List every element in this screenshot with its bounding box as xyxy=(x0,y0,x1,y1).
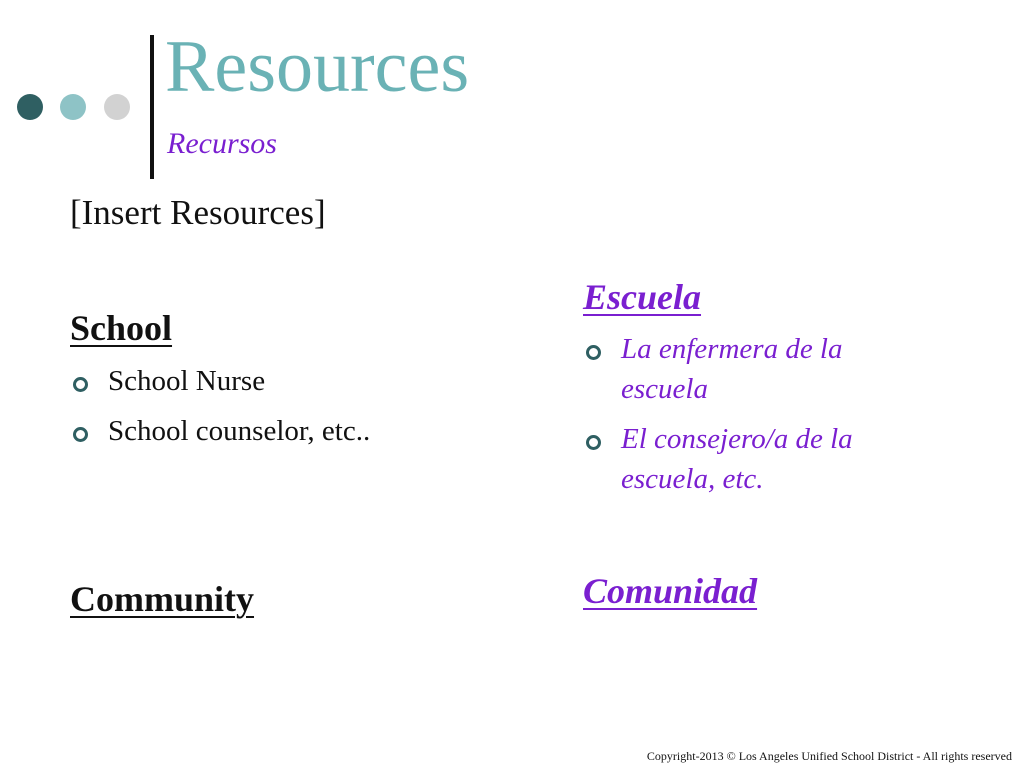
school-list xyxy=(70,364,370,464)
school-heading: School xyxy=(70,308,173,348)
decor-dot-light xyxy=(60,94,86,120)
bullet-icon xyxy=(586,345,601,360)
list-item-text: School Nurse xyxy=(108,365,266,397)
list-item xyxy=(583,419,913,499)
slide-title: Resources xyxy=(165,26,470,108)
comunidad-heading: Comunidad xyxy=(583,571,758,611)
bullet-icon xyxy=(73,427,88,442)
list-item-text: School counselor, etc.. xyxy=(108,415,371,447)
list-item-text: La enfermera de la escuela xyxy=(621,333,843,405)
escuela-list xyxy=(583,329,913,509)
list-item xyxy=(583,329,913,409)
placeholder-text: [Insert Resources] xyxy=(70,193,326,232)
decor-dot-gray xyxy=(104,94,130,120)
list-item-text: El consejero/a de la escuela, etc. xyxy=(621,423,853,495)
list-item xyxy=(70,364,370,398)
list-item xyxy=(70,414,370,448)
escuela-heading: Escuela xyxy=(583,277,702,317)
title-divider xyxy=(150,35,154,179)
decor-dot-dark xyxy=(17,94,43,120)
slide-subtitle: Recursos xyxy=(167,127,277,160)
copyright-notice: Copyright-2013 © Los Angeles Unified School District - All rights reserved xyxy=(646,749,1012,763)
community-heading: Community xyxy=(70,579,255,619)
bullet-icon xyxy=(586,435,601,450)
bullet-icon xyxy=(73,377,88,392)
